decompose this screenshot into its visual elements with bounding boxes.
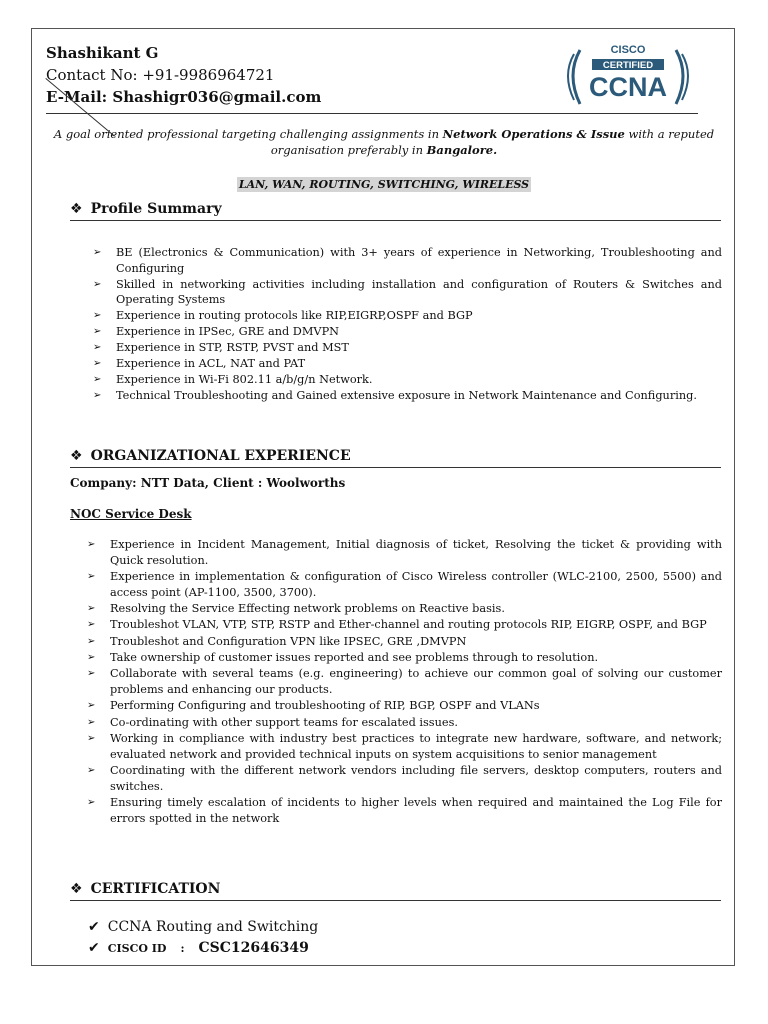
arrow-bullet-icon: ➢ bbox=[93, 326, 102, 337]
objective-text-2: with a reputed organisation preferably in bbox=[270, 127, 715, 157]
ccna-certified-logo-icon bbox=[562, 38, 694, 112]
list-item bbox=[84, 698, 722, 714]
company-line: Company: NTT Data, Client : Woolworths bbox=[70, 476, 346, 490]
list-item bbox=[90, 372, 722, 388]
list-item bbox=[90, 308, 722, 324]
list-item-text: Experience in Incident Management, Initial diagnosis of ticket, Resolving the ticket & providing with Quick resolution. bbox=[110, 538, 722, 567]
list-item bbox=[90, 388, 722, 404]
objective-emphasis-1: Network Operations & Issue bbox=[442, 127, 625, 141]
list-item bbox=[84, 763, 722, 795]
arrow-bullet-icon: ➢ bbox=[93, 278, 102, 290]
diamond-bullet-icon: ❖ bbox=[70, 881, 83, 897]
arrow-bullet-icon: ➢ bbox=[93, 342, 102, 353]
list-item bbox=[84, 537, 722, 569]
arrow-bullet-icon: ➢ bbox=[87, 797, 96, 809]
header-divider bbox=[46, 113, 698, 114]
logo-ccna-text: CCNA bbox=[589, 72, 667, 102]
arrow-bullet-icon: ➢ bbox=[87, 668, 96, 680]
checkmark-icon: ✔ bbox=[88, 940, 100, 956]
list-item-text: Experience in STP, RSTP, PVST and MST bbox=[116, 341, 349, 354]
objective-emphasis-2: Bangalore. bbox=[426, 143, 498, 157]
checkmark-icon: ✔ bbox=[88, 919, 100, 935]
arrow-bullet-icon: ➢ bbox=[87, 733, 96, 745]
list-item-text: Experience in IPSec, GRE and DMVPN bbox=[116, 325, 340, 338]
list-item-text: Coordinating with the different network vendors including file servers, desktop computers, routers and switches. bbox=[110, 764, 722, 793]
list-item bbox=[84, 795, 722, 827]
list-item bbox=[84, 731, 722, 763]
experience-list bbox=[84, 537, 722, 827]
section-heading-profile-summary bbox=[70, 199, 721, 221]
list-item-text: Experience in Wi-Fi 802.11 a/b/g/n Network. bbox=[116, 373, 373, 386]
objective-text-1: A goal oriented professional targeting challenging assignments in bbox=[53, 127, 443, 141]
list-item bbox=[84, 715, 722, 731]
organizational-experience-title: ORGANIZATIONAL EXPERIENCE bbox=[90, 448, 351, 464]
list-item bbox=[90, 356, 722, 372]
cert-ccna-text: CCNA Routing and Switching bbox=[107, 919, 319, 935]
cisco-id-separator: : bbox=[180, 942, 185, 955]
list-item-text: Resolving the Service Effecting network problems on Reactive basis. bbox=[110, 602, 505, 616]
list-item-text: Ensuring timely escalation of incidents to higher levels when required and maintained the Log File for errors spotted in the network bbox=[110, 796, 722, 826]
career-objective bbox=[46, 126, 722, 158]
arrow-bullet-icon: ➢ bbox=[87, 635, 96, 647]
skills-banner bbox=[0, 173, 768, 192]
arrow-bullet-icon: ➢ bbox=[93, 247, 102, 258]
list-item bbox=[84, 569, 722, 601]
arrow-bullet-icon: ➢ bbox=[87, 765, 96, 777]
list-item bbox=[90, 277, 722, 308]
list-item bbox=[84, 666, 722, 698]
arrow-bullet-icon: ➢ bbox=[93, 310, 102, 321]
logo-cisco-text: CISCO bbox=[610, 44, 646, 56]
list-item-text: Co-ordinating with other support teams for escalated issues. bbox=[110, 715, 458, 729]
list-item-text: Working in compliance with industry best practices to integrate new hardware, software, and network; evaluated network and provided technical inputs on system acquisitions to senior management bbox=[110, 732, 722, 761]
list-item-text: Technical Troubleshooting and Gained extensive exposure in Network Maintenance and Configuring. bbox=[116, 389, 697, 402]
list-item bbox=[84, 601, 722, 617]
list-item bbox=[84, 634, 722, 650]
arrow-bullet-icon: ➢ bbox=[87, 652, 96, 664]
cert-ccna bbox=[88, 917, 318, 937]
list-item bbox=[90, 245, 722, 276]
list-item-text: BE (Electronics & Communication) with 3+ years of experience in Networking, Troubleshooting and Configuring bbox=[116, 246, 722, 275]
list-item-text: Skilled in networking activities including installation and configuration of Routers & Switches and Operating Systems bbox=[116, 277, 722, 306]
arrow-bullet-icon: ➢ bbox=[87, 700, 96, 712]
logo-certified-text: CERTIFIED bbox=[602, 60, 654, 71]
profile-summary-title: Profile Summary bbox=[90, 201, 222, 217]
arrow-bullet-icon: ➢ bbox=[87, 571, 96, 583]
arrow-bullet-icon: ➢ bbox=[87, 716, 96, 728]
list-item-text: Troubleshot and Configuration VPN like IPSEC, GRE ,DMVPN bbox=[110, 634, 467, 648]
arrow-bullet-icon: ➢ bbox=[93, 358, 102, 369]
list-item-text: Experience in ACL, NAT and PAT bbox=[116, 357, 306, 370]
contact-number: Contact No: +91-9986964721 bbox=[46, 66, 275, 84]
list-item-text: Collaborate with several teams (e.g. engineering) to achieve our common goal of solving our customer problems and enhancing our products. bbox=[110, 667, 722, 697]
list-item-text: Take ownership of customer issues reported and see problems through to resolution. bbox=[110, 651, 599, 665]
cisco-id-label: CISCO ID bbox=[107, 942, 167, 955]
certification-title: CERTIFICATION bbox=[90, 881, 221, 897]
list-item-text: Experience in implementation & configuration of Cisco Wireless controller (WLC-2100, 2500, 5500) and access point (AP-1100, 3500, 3700). bbox=[110, 570, 722, 599]
list-item bbox=[84, 617, 722, 633]
section-heading-certification bbox=[70, 879, 721, 901]
candidate-name: Shashikant G bbox=[46, 44, 159, 62]
arrow-bullet-icon: ➢ bbox=[87, 619, 96, 631]
email-address[interactable]: E-Mail: Shashigr036@gmail.com bbox=[46, 88, 322, 106]
diamond-bullet-icon: ❖ bbox=[70, 448, 83, 464]
list-item-text: Performing Configuring and troubleshooting of RIP, BGP, OSPF and VLANs bbox=[110, 699, 540, 713]
list-item bbox=[90, 340, 722, 356]
section-heading-organizational-experience bbox=[70, 446, 721, 468]
list-item bbox=[84, 650, 722, 666]
list-item bbox=[90, 324, 722, 340]
list-item-text: Experience in routing protocols like RIP,EIGRP,OSPF and BGP bbox=[116, 309, 473, 322]
skills-banner-text: LAN, WAN, ROUTING, SWITCHING, WIRELESS bbox=[238, 178, 530, 191]
role-title: NOC Service Desk bbox=[70, 507, 192, 521]
arrow-bullet-icon: ➢ bbox=[87, 603, 96, 615]
diamond-bullet-icon: ❖ bbox=[70, 201, 83, 217]
cert-cisco-id bbox=[88, 938, 309, 959]
list-item-text: Troubleshot VLAN, VTP, STP, RSTP and Ether-channel and routing protocols RIP, EIGRP, OSPF, and BGP bbox=[110, 618, 707, 632]
arrow-bullet-icon: ➢ bbox=[93, 374, 102, 385]
arrow-bullet-icon: ➢ bbox=[87, 539, 96, 550]
arrow-bullet-icon: ➢ bbox=[93, 390, 102, 401]
cisco-id-value: CSC12646349 bbox=[198, 940, 309, 956]
profile-summary-list bbox=[90, 245, 722, 404]
